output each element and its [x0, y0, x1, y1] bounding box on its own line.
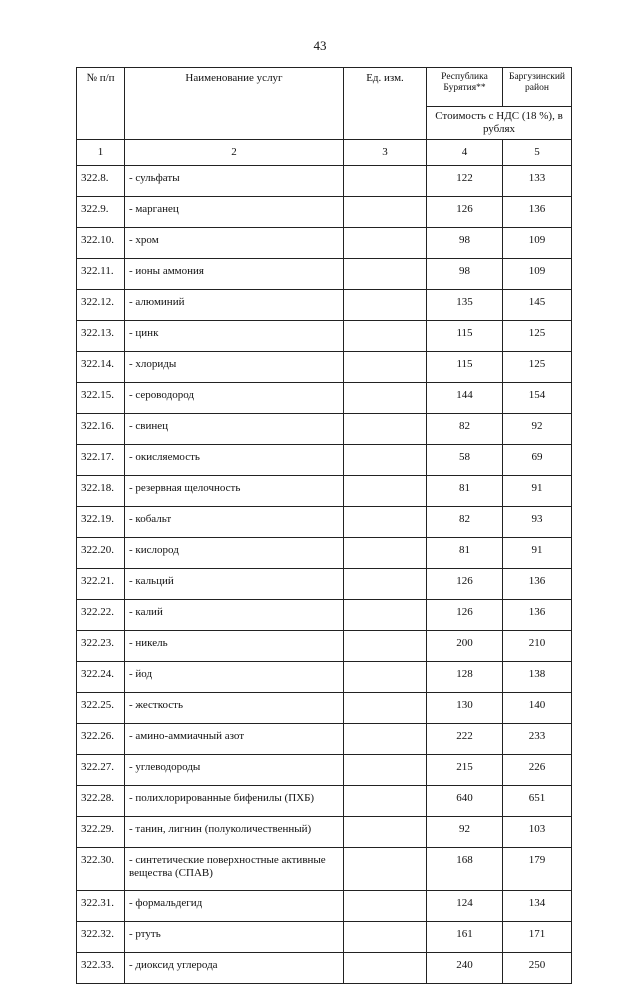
table-row [77, 631, 572, 662]
service-name: - марганец [125, 197, 344, 228]
unit-cell [344, 600, 427, 631]
unit-cell [344, 817, 427, 848]
service-name: - сульфаты [125, 166, 344, 197]
row-number: 322.13. [77, 321, 125, 352]
row-number: 322.27. [77, 755, 125, 786]
header-service-name: Наименование услуг [125, 68, 344, 140]
service-name: - кальций [125, 569, 344, 600]
republic-price: 126 [427, 600, 503, 631]
district-price: 140 [503, 693, 572, 724]
unit-cell [344, 507, 427, 538]
service-name: - цинк [125, 321, 344, 352]
table-row [77, 600, 572, 631]
unit-cell [344, 352, 427, 383]
table-row [77, 538, 572, 569]
district-price: 93 [503, 507, 572, 538]
table-row [77, 569, 572, 600]
district-price: 136 [503, 197, 572, 228]
table-row [77, 953, 572, 984]
republic-price: 98 [427, 259, 503, 290]
row-number: 322.18. [77, 476, 125, 507]
row-number: 322.32. [77, 922, 125, 953]
district-price: 133 [503, 166, 572, 197]
column-number: 5 [503, 140, 572, 166]
republic-price: 81 [427, 476, 503, 507]
district-price: 91 [503, 538, 572, 569]
row-number: 322.30. [77, 848, 125, 891]
republic-price: 144 [427, 383, 503, 414]
service-name: - кобальт [125, 507, 344, 538]
row-number: 322.22. [77, 600, 125, 631]
republic-price: 128 [427, 662, 503, 693]
row-number: 322.29. [77, 817, 125, 848]
unit-cell [344, 922, 427, 953]
district-price: 210 [503, 631, 572, 662]
service-name: - формальдегид [125, 891, 344, 922]
district-price: 92 [503, 414, 572, 445]
unit-cell [344, 755, 427, 786]
district-price: 233 [503, 724, 572, 755]
table-row [77, 414, 572, 445]
column-number: 3 [344, 140, 427, 166]
service-name: - хром [125, 228, 344, 259]
row-number: 322.16. [77, 414, 125, 445]
district-price: 250 [503, 953, 572, 984]
column-number: 1 [77, 140, 125, 166]
district-price: 136 [503, 600, 572, 631]
service-name: - сероводород [125, 383, 344, 414]
header-district: Баргузинский район [503, 68, 572, 107]
unit-cell [344, 259, 427, 290]
service-name: - амино-аммиачный азот [125, 724, 344, 755]
column-number: 4 [427, 140, 503, 166]
unit-cell [344, 228, 427, 259]
table-body [77, 166, 572, 984]
republic-price: 135 [427, 290, 503, 321]
table-row [77, 476, 572, 507]
column-number-row [77, 140, 572, 166]
row-number: 322.25. [77, 693, 125, 724]
republic-price: 130 [427, 693, 503, 724]
row-number: 322.8. [77, 166, 125, 197]
district-price: 138 [503, 662, 572, 693]
table-row [77, 166, 572, 197]
table-row [77, 817, 572, 848]
republic-price: 98 [427, 228, 503, 259]
row-number: 322.31. [77, 891, 125, 922]
table-row [77, 445, 572, 476]
republic-price: 115 [427, 321, 503, 352]
service-name: - окисляемость [125, 445, 344, 476]
header-republic: Республика Бурятия** [427, 68, 503, 107]
republic-price: 82 [427, 507, 503, 538]
district-price: 103 [503, 817, 572, 848]
unit-cell [344, 197, 427, 228]
unit-cell [344, 848, 427, 891]
district-price: 179 [503, 848, 572, 891]
table-row [77, 891, 572, 922]
header-cost: Стоимость с НДС (18 %), в рублях [427, 107, 572, 140]
district-price: 91 [503, 476, 572, 507]
row-number: 322.9. [77, 197, 125, 228]
republic-price: 215 [427, 755, 503, 786]
row-number: 322.17. [77, 445, 125, 476]
header-unit: Ед. изм. [344, 68, 427, 140]
service-name: - никель [125, 631, 344, 662]
service-name: - полихлорированные бифенилы (ПХБ) [125, 786, 344, 817]
district-price: 154 [503, 383, 572, 414]
unit-cell [344, 724, 427, 755]
republic-price: 126 [427, 197, 503, 228]
district-price: 69 [503, 445, 572, 476]
unit-cell [344, 693, 427, 724]
row-number: 322.28. [77, 786, 125, 817]
district-price: 171 [503, 922, 572, 953]
table-row [77, 507, 572, 538]
table-row [77, 662, 572, 693]
republic-price: 240 [427, 953, 503, 984]
row-number: 322.10. [77, 228, 125, 259]
republic-price: 161 [427, 922, 503, 953]
row-number: 322.19. [77, 507, 125, 538]
unit-cell [344, 166, 427, 197]
republic-price: 640 [427, 786, 503, 817]
page-number: 43 [313, 38, 327, 53]
republic-price: 124 [427, 891, 503, 922]
republic-price: 200 [427, 631, 503, 662]
republic-price: 115 [427, 352, 503, 383]
unit-cell [344, 538, 427, 569]
unit-cell [344, 953, 427, 984]
price-table [76, 67, 572, 984]
service-name: - синтетические поверхностные активные вещества (СПАВ) [125, 848, 344, 891]
service-name: - ионы аммония [125, 259, 344, 290]
republic-price: 222 [427, 724, 503, 755]
table-row [77, 259, 572, 290]
republic-price: 92 [427, 817, 503, 848]
district-price: 145 [503, 290, 572, 321]
service-name: - йод [125, 662, 344, 693]
district-price: 651 [503, 786, 572, 817]
row-number: 322.21. [77, 569, 125, 600]
row-number: 322.20. [77, 538, 125, 569]
table-row [77, 228, 572, 259]
table-row [77, 321, 572, 352]
row-number: 322.15. [77, 383, 125, 414]
service-name: - углеводороды [125, 755, 344, 786]
service-name: - танин, лигнин (полуколичественный) [125, 817, 344, 848]
header-num: № п/п [77, 68, 125, 140]
district-price: 134 [503, 891, 572, 922]
row-number: 322.23. [77, 631, 125, 662]
row-number: 322.14. [77, 352, 125, 383]
district-price: 109 [503, 259, 572, 290]
row-number: 322.33. [77, 953, 125, 984]
table-row [77, 197, 572, 228]
column-number: 2 [125, 140, 344, 166]
row-number: 322.11. [77, 259, 125, 290]
service-name: - ртуть [125, 922, 344, 953]
row-number: 322.24. [77, 662, 125, 693]
table-row [77, 848, 572, 891]
service-name: - хлориды [125, 352, 344, 383]
unit-cell [344, 414, 427, 445]
table-row [77, 755, 572, 786]
district-price: 125 [503, 321, 572, 352]
service-name: - резервная щелочность [125, 476, 344, 507]
service-name: - жесткость [125, 693, 344, 724]
table-row [77, 290, 572, 321]
table-row [77, 693, 572, 724]
republic-price: 126 [427, 569, 503, 600]
republic-price: 168 [427, 848, 503, 891]
unit-cell [344, 786, 427, 817]
unit-cell [344, 290, 427, 321]
unit-cell [344, 569, 427, 600]
republic-price: 81 [427, 538, 503, 569]
table-row [77, 352, 572, 383]
header-row [77, 68, 572, 107]
district-price: 125 [503, 352, 572, 383]
service-name: - свинец [125, 414, 344, 445]
republic-price: 122 [427, 166, 503, 197]
unit-cell [344, 445, 427, 476]
service-name: - кислород [125, 538, 344, 569]
table-row [77, 786, 572, 817]
unit-cell [344, 891, 427, 922]
unit-cell [344, 662, 427, 693]
republic-price: 58 [427, 445, 503, 476]
row-number: 322.26. [77, 724, 125, 755]
table-row [77, 922, 572, 953]
republic-price: 82 [427, 414, 503, 445]
district-price: 226 [503, 755, 572, 786]
table-row [77, 383, 572, 414]
service-name: - диоксид углерода [125, 953, 344, 984]
unit-cell [344, 383, 427, 414]
table-row [77, 724, 572, 755]
unit-cell [344, 321, 427, 352]
service-name: - алюминий [125, 290, 344, 321]
unit-cell [344, 631, 427, 662]
service-name: - калий [125, 600, 344, 631]
district-price: 136 [503, 569, 572, 600]
unit-cell [344, 476, 427, 507]
row-number: 322.12. [77, 290, 125, 321]
district-price: 109 [503, 228, 572, 259]
